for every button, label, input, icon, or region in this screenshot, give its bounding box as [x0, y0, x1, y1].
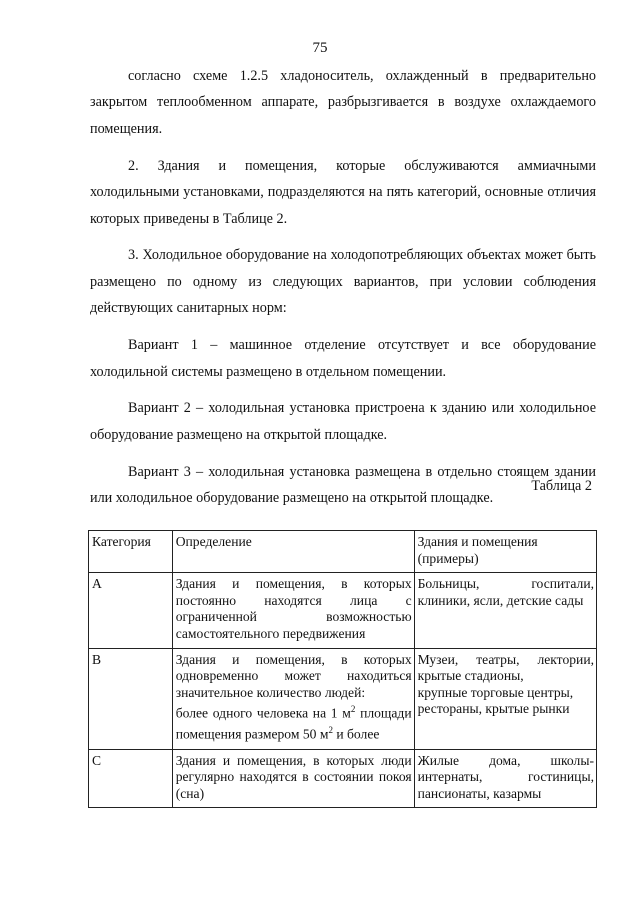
- row-examples: Больницы, госпитали, клиники, ясли, детские сады: [414, 573, 596, 648]
- paragraph: Вариант 1 – машинное отделение отсутствует и все оборудование холодильной системы размещено в отдельном помещении.: [90, 337, 596, 380]
- row-category: B: [89, 648, 173, 749]
- body-text: [90, 63, 596, 522]
- paragraph: Вариант 2 – холодильная установка пристроена к зданию или холодильное оборудование размещено на открытой площадке.: [90, 400, 596, 443]
- header-examples: Здания и помещения (примеры): [414, 531, 596, 573]
- definition-line: более одного человека на 1 $м^2$ площади помещения размером 50 $м^2$ и более: [175, 704, 412, 742]
- paragraph: Вариант 3 – холодильная установка размещена в отдельно стоящем здании или холодильное оборудование размещено на открытой площадке.: [90, 463, 596, 507]
- definition-line: Здания и помещения, в которых одновременно может находиться значительное количество людей:: [175, 651, 412, 700]
- examples-line: рестораны, крытые рынки: [417, 701, 570, 717]
- row-definition: Здания и помещения, в которых постоянно находятся лица с ограниченной возможностью самостоятельного передвижения: [172, 573, 414, 648]
- row-examples: [414, 648, 596, 749]
- header-category: Категория: [89, 531, 173, 573]
- table-row: [89, 648, 597, 749]
- row-category: A: [89, 573, 173, 648]
- row-examples: Жилые дома, школы-интернаты, гостиницы, пансионаты, казармы: [414, 749, 596, 808]
- table-header-row: [89, 531, 597, 573]
- table-row: [89, 749, 597, 808]
- header-definition: Определение: [172, 531, 414, 573]
- examples-line: Музеи, театры, лектории, крытые стадионы,: [417, 651, 594, 684]
- paragraph: 2. Здания и помещения, которые обслуживаются аммиачными холодильными установками, подразделяются на пять категорий, основные отличия которых приведены в Таблице 2.: [90, 157, 596, 227]
- paragraph: 3. Холодильное оборудование на холодопотребляющих объектах может быть размещено по одному из следующих вариантов, при условии соблюдения действующих санитарных норм:: [90, 247, 596, 317]
- row-definition: [172, 648, 414, 749]
- paragraph: согласно схеме 1.2.5 хладоноситель, охлажденный в предварительно закрытом теплообменном аппарате, разбрызгивается в воздухе охлаждаемого помещения.: [90, 68, 596, 137]
- row-definition: Здания и помещения, в которых люди регулярно находятся в состоянии покоя (сна): [172, 749, 414, 808]
- category-table: [88, 530, 597, 808]
- row-category: C: [89, 749, 173, 808]
- table-caption: Таблица 2: [531, 478, 592, 494]
- page-number: 75: [312, 40, 328, 56]
- examples-line: крупные торговые центры,: [417, 684, 574, 700]
- table-row: [89, 573, 597, 648]
